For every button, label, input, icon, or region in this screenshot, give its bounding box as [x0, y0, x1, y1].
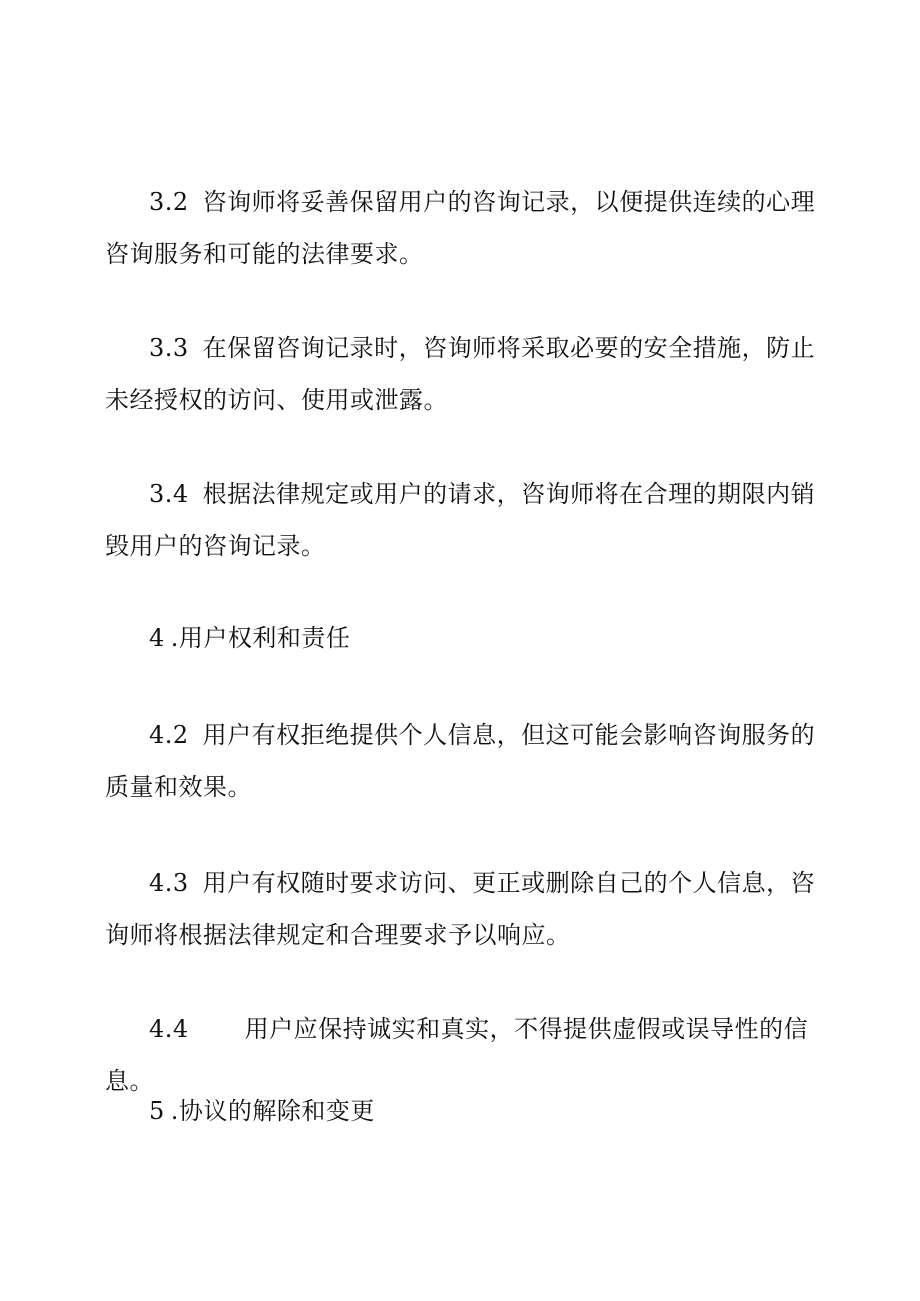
paragraph-3-2: [105, 176, 820, 280]
paragraph-number: 4.3: [149, 869, 189, 897]
section-title: .协议的解除和变更: [170, 1097, 375, 1125]
section-heading-5: [105, 1085, 820, 1137]
paragraph-number: 3.4: [149, 480, 189, 508]
paragraph-number: 4.4: [149, 1015, 189, 1043]
paragraph-4-2: [105, 709, 820, 813]
paragraph-text: 用户有权随时要求访问、更正或删除自己的个人信息，咨询师将根据法律规定和合理要求予以响应。: [105, 869, 816, 949]
paragraph-text: 用户应保持诚实和真实，不得提供虚假或误导性的信息。: [105, 1015, 809, 1095]
section-number: 4: [149, 624, 165, 652]
paragraph-4-3: [105, 857, 820, 961]
paragraph-number: 3.2: [149, 188, 189, 216]
section-number: 5: [149, 1097, 165, 1125]
paragraph-text: 用户有权拒绝提供个人信息，但这可能会影响咨询服务的质量和效果。: [105, 721, 816, 801]
section-heading-4: [105, 612, 820, 664]
paragraph-3-3: [105, 322, 820, 426]
paragraph-text: 根据法律规定或用户的请求，咨询师将在合理的期限内销毁用户的咨询记录。: [105, 480, 816, 560]
paragraph-text: 在保留咨询记录时，咨询师将采取必要的安全措施，防止未经授权的访问、使用或泄露。: [105, 334, 816, 414]
paragraph-text: 咨询师将妥善保留用户的咨询记录，以便提供连续的心理咨询服务和可能的法律要求。: [105, 188, 816, 268]
section-title: .用户权利和责任: [170, 624, 351, 652]
paragraph-number: 3.3: [149, 334, 189, 362]
paragraph-number: 4.2: [149, 721, 189, 749]
paragraph-3-4: [105, 468, 820, 572]
